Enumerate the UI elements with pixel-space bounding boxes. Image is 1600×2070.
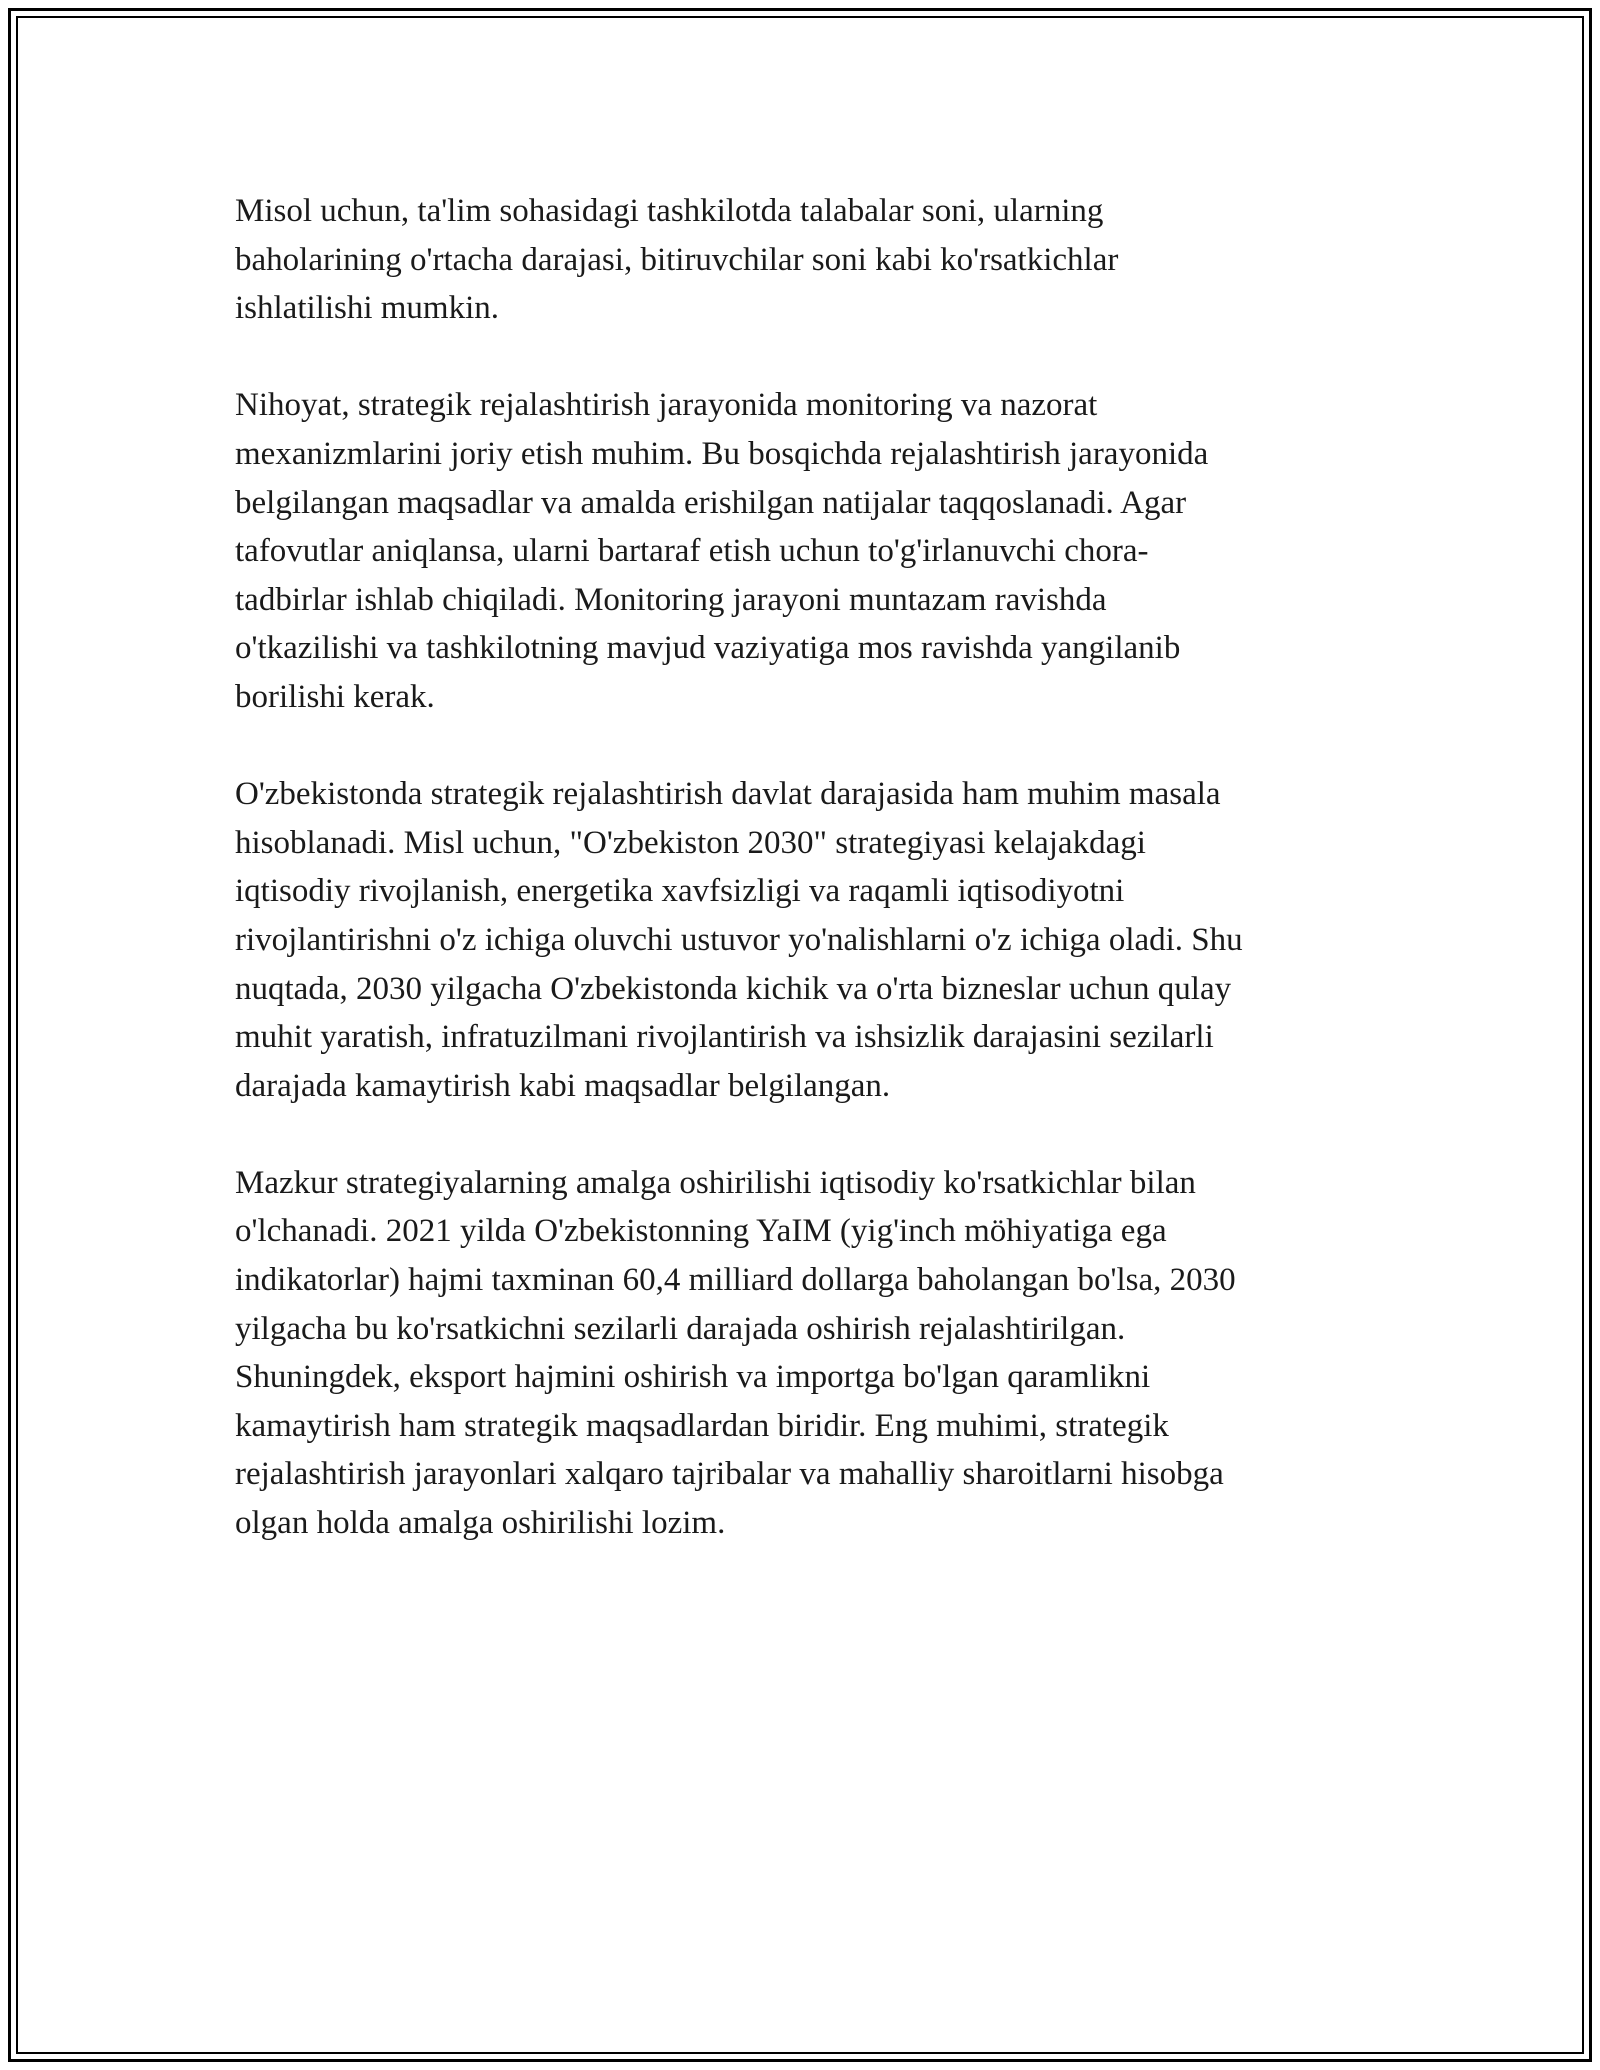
- text-line: rivojlantirishni o'z ichiga oluvchi ustuvor yo'nalishlarni o'z ichiga oladi. Shu: [235, 921, 1243, 958]
- text-line: Misol uchun, ta'lim sohasidagi tashkilotda talabalar soni, ularning: [235, 193, 1104, 229]
- text-line: tafovutlar aniqlansa, ularni bartaraf etish uchun to'g'irlanuvchi chora-: [235, 533, 1149, 570]
- text-line: Nihoyat, strategik rejalashtirish jarayonida monitoring va nazorat: [235, 387, 1098, 424]
- text-line: belgilangan maqsadlar va amalda erishilgan natijalar taqqoslanadi. Agar: [235, 484, 1187, 521]
- text-line: nuqtada, 2030 yilgacha O'zbekistonda kichik va o'rta bizneslar uchun qulay: [235, 970, 1232, 1007]
- text-line: yilgacha bu ko'rsatkichni sezilarli darajada oshirish rejalashtirilgan.: [235, 1310, 1126, 1347]
- text-line: tadbirlar ishlab chiqiladi. Monitoring jarayoni muntazam ravishda: [235, 581, 1107, 618]
- text-line: darajada kamaytirish kabi maqsadlar belgilangan.: [235, 1067, 891, 1104]
- paragraph-4: [235, 1159, 1375, 1548]
- text-line: O'zbekistonda strategik rejalashtirish davlat darajasida ham muhim masala: [235, 776, 1221, 813]
- text-line: muhit yaratish, infratuzilmani rivojlantirish va ishsizlik darajasini sezilarli: [235, 1019, 1214, 1056]
- text-line: o'lchanadi. 2021 yilda O'zbekistonning YaIM (yig'inch möhiyatiga ega: [235, 1213, 1167, 1250]
- document-body: [235, 187, 1375, 1596]
- paragraph-3: [235, 770, 1375, 1110]
- text-line: rejalashtirish jarayonlari xalqaro tajribalar va mahalliy sharoitlarni hisobga: [235, 1456, 1224, 1493]
- text-line: ishlatilishi mumkin.: [235, 290, 500, 327]
- text-line: mexanizmlarini joriy etish muhim. Bu bosqichda rejalashtirish jarayonida: [235, 435, 1209, 472]
- paragraph-2: [235, 381, 1375, 721]
- text-line: o'tkazilishi va tashkilotning mavjud vaziyatiga mos ravishda yangilanib: [235, 630, 1181, 667]
- text-line: Mazkur strategiyalarning amalga oshirilishi iqtisodiy ko'rsatkichlar bilan: [235, 1164, 1196, 1201]
- text-line: kamaytirish ham strategik maqsadlardan biridir. Eng muhimi, strategik: [235, 1407, 1169, 1444]
- text-line: baholarining o'rtacha darajasi, bitiruvchilar soni kabi ko'rsatkichlar: [235, 241, 1119, 278]
- text-line: olgan holda amalga oshirilishi lozim.: [235, 1505, 726, 1542]
- text-line: iqtisodiy rivojlanish, energetika xavfsizligi va raqamli iqtisodiyotni: [235, 873, 1125, 910]
- text-line: borilishi kerak.: [235, 678, 435, 715]
- paragraph-1: [235, 187, 1375, 333]
- text-line: Shuningdek, eksport hajmini oshirish va importga bo'lgan qaramlikni: [235, 1359, 1151, 1396]
- text-line: hisoblanadi. Misl uchun, "O'zbekiston 2030" strategiyasi kelajakdagi: [235, 824, 1146, 861]
- text-line: indikatorlar) hajmi taxminan 60,4 milliard dollarga baholangan bo'lsa, 2030: [235, 1262, 1236, 1299]
